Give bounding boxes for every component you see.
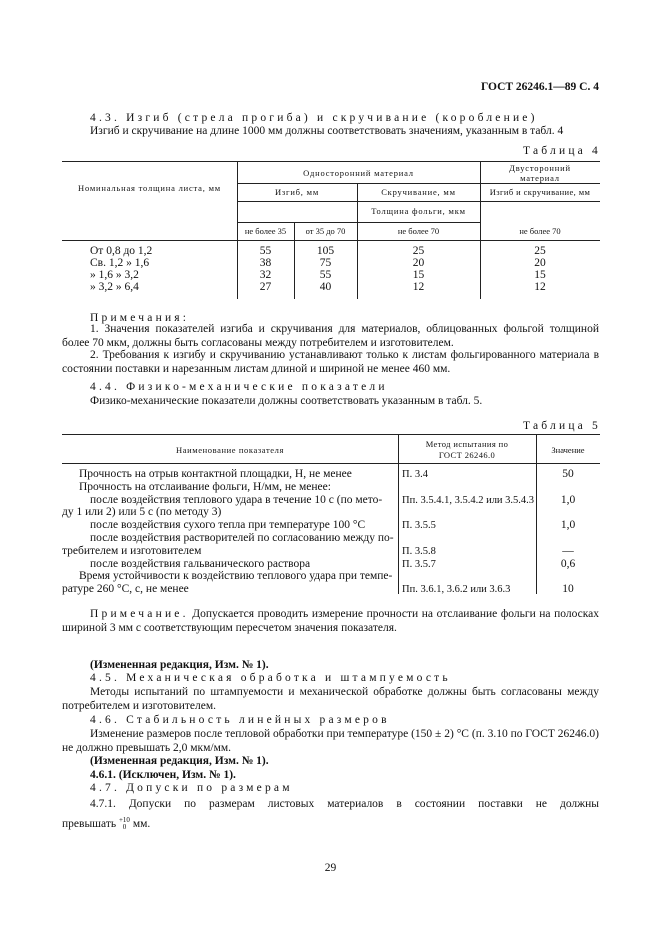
table-4-row-label: » 1,6 » 3,2 (90, 269, 139, 281)
edit-note-2: (Измененная редакция, Изм. № 1). (90, 755, 269, 767)
col-two-sided: Двусторонний материал (509, 163, 571, 183)
table-4-caption: Таблица 4 (523, 145, 601, 157)
table-4-cell: 55 (259, 245, 272, 257)
table-4-cell: 38 (259, 257, 272, 269)
table-4-cell: 25 (534, 245, 546, 257)
table-4-row-label: От 0,8 до 1,2 (90, 245, 153, 257)
table-4-cell: 32 (259, 269, 272, 281)
table-4-cell: 25 (412, 245, 425, 257)
col-test-method-1: Метод испытания по (425, 439, 509, 449)
col-one-sided: Односторонний материал (303, 168, 414, 178)
section-4-6-text: Изменение размеров после тепловой обработки при температуре (150 ± 2) °С (п. 3.10 по ГОСТ 26246.0) не должно превышать 2,0 мкм/мм. (62, 728, 599, 754)
table-4-row-label: » 3,2 » 6,4 (90, 281, 139, 293)
table-5-row-label: ду 1 или 2) или 5 с (по методу 3) (62, 506, 222, 518)
table-4-cell: 15 (534, 269, 546, 281)
table-5-caption: Таблица 5 (523, 420, 601, 432)
col-le70-a: не более 70 (397, 226, 440, 236)
table-5-method: П. 3.5.8 (402, 546, 436, 557)
table-4-cell: 20 (412, 257, 425, 269)
section-4-6-title: 4.6. Стабильность линейных размеров (90, 714, 390, 726)
table-5-value: — (562, 545, 574, 557)
table-5-row-label: после воздействия растворителей по согласованию между по- (90, 532, 394, 544)
table-5-value: 0,6 (560, 558, 576, 570)
col-twist: Скручивание, мм (381, 187, 456, 197)
table-5-row-label: Время устойчивости к воздействию теплового удара при темпе- (79, 570, 393, 582)
section-4-4-text: Физико-механические показатели должны соответствовать указанным в табл. 5. (90, 395, 483, 407)
table-4-cell: 105 (316, 245, 335, 257)
table-5-method: П. 3.4 (402, 469, 428, 480)
document-header: ГОСТ 26246.1—89 С. 4 (480, 81, 599, 93)
table-5-method: Пп. 3.5.4.1, 3.5.4.2 или 3.5.4.3 (402, 495, 535, 506)
col-le35: не более 35 (244, 226, 287, 236)
table-4-cell: 20 (534, 257, 546, 269)
col-nominal-thickness: Номинальная толщина листа, мм (78, 183, 221, 193)
table-5-value: 10 (562, 583, 574, 595)
col-le70-b: не более 70 (519, 226, 561, 236)
note-2-title: Примечание. (90, 608, 189, 620)
col-bend-twist: Изгиб и скручивание, мм (489, 187, 591, 197)
table-5-method: П. 3.5.5 (402, 520, 436, 531)
note-1-2: 2. Требования к изгибу и скручиванию устанавливают только к листам фольгированного материала в состоянии поставки и нарезанным листам длиной и шириной не менее 460 мм. (62, 349, 599, 375)
section-4-7-1-text: 4.7.1. Допуски по размерам листовых материалов в состоянии поставки не должны (90, 798, 599, 810)
notes-1-title: Примечания: (90, 312, 190, 324)
note-2-text: Допускается проводить измерение прочности на отслаивание фольги на полосках шириной 3 мм с соответствующим пересчетом значения показателя. (62, 608, 600, 634)
col-foil-thickness: Толщина фольги, мкм (371, 206, 466, 216)
col-bend: Изгиб, мм (274, 187, 320, 197)
table-4-cell: 55 (319, 269, 332, 281)
edit-note-1: (Измененная редакция, Изм. № 1). (90, 659, 269, 671)
table-5-value: 1,0 (560, 494, 576, 506)
table-4-cell: 75 (319, 257, 332, 269)
table-5-value: 50 (562, 468, 574, 480)
section-4-7-title: 4.7. Допуски по размерам (90, 782, 293, 794)
note-1-1: 1. Значения показателей изгиба и скручивания для материалов, облицованных фольгой толщиной более 70 мкм, должны быть согласованы между потребителем и изготовителем. (62, 323, 599, 349)
table-5-row-label: Прочность на отрыв контактной площадки, Н, не менее (79, 468, 352, 480)
table-5-row-label: после воздействия теплового удара в течение 10 с (по мето- (90, 494, 383, 506)
section-4-4-title: 4.4. Физико-механические показатели (90, 381, 388, 393)
table-5-row-label: Прочность на отслаивание фольги, Н/мм, не менее: (79, 481, 331, 493)
table-4-cell: 15 (412, 269, 425, 281)
section-4-3-title: 4.3. Изгиб (стрела прогиба) и скручивание (коробление) (90, 112, 538, 124)
section-4-5-title: 4.5. Механическая обработка и штампуемость (90, 672, 451, 684)
table-5-row-label: требителем и изготовителем (62, 545, 202, 557)
table-5-row-label: после воздействия гальванического раствора (90, 558, 311, 570)
section-4-6-1: 4.6.1. (Исключен, Изм. № 1). (90, 769, 236, 781)
table-4-cell: 40 (319, 281, 332, 293)
note-2 (62, 608, 599, 635)
table-4-cell: 12 (412, 281, 425, 293)
table-4-cell: 27 (259, 281, 272, 293)
table-5-row-label: ратуре 260 °С, с, не менее (62, 583, 189, 595)
table-5-method: Пп. 3.6.1, 3.6.2 или 3.6.3 (402, 584, 511, 595)
section-4-5-text: Методы испытаний по штампуемости и механической обработке должны быть согласованы между потребителем и изготовителем. (62, 686, 599, 712)
section-4-7-1-tolerance: превышать +10 0 мм. (62, 816, 151, 831)
table-5-value: 1,0 (560, 519, 576, 531)
section-4-3-text: Изгиб и скручивание на длине 1000 мм должны соответствовать значениям, указанным в табл. 4 (90, 125, 564, 137)
col-test-method-2: ГОСТ 26246.0 (438, 450, 496, 460)
page-number: 29 (324, 862, 337, 874)
table-5-row-label: после воздействия сухого тепла при температуре 100 °С (90, 519, 366, 531)
col-indicator-name: Наименование показателя (175, 445, 284, 455)
table-5-method: П. 3.5.7 (402, 559, 436, 570)
tolerance-fraction: +10 0 (118, 816, 130, 831)
col-35-70: от 35 до 70 (305, 226, 346, 236)
table-4-cell: 12 (534, 281, 546, 293)
table-4-row-label: Св. 1,2 » 1,6 (90, 257, 150, 269)
col-value: Значение (551, 445, 585, 455)
